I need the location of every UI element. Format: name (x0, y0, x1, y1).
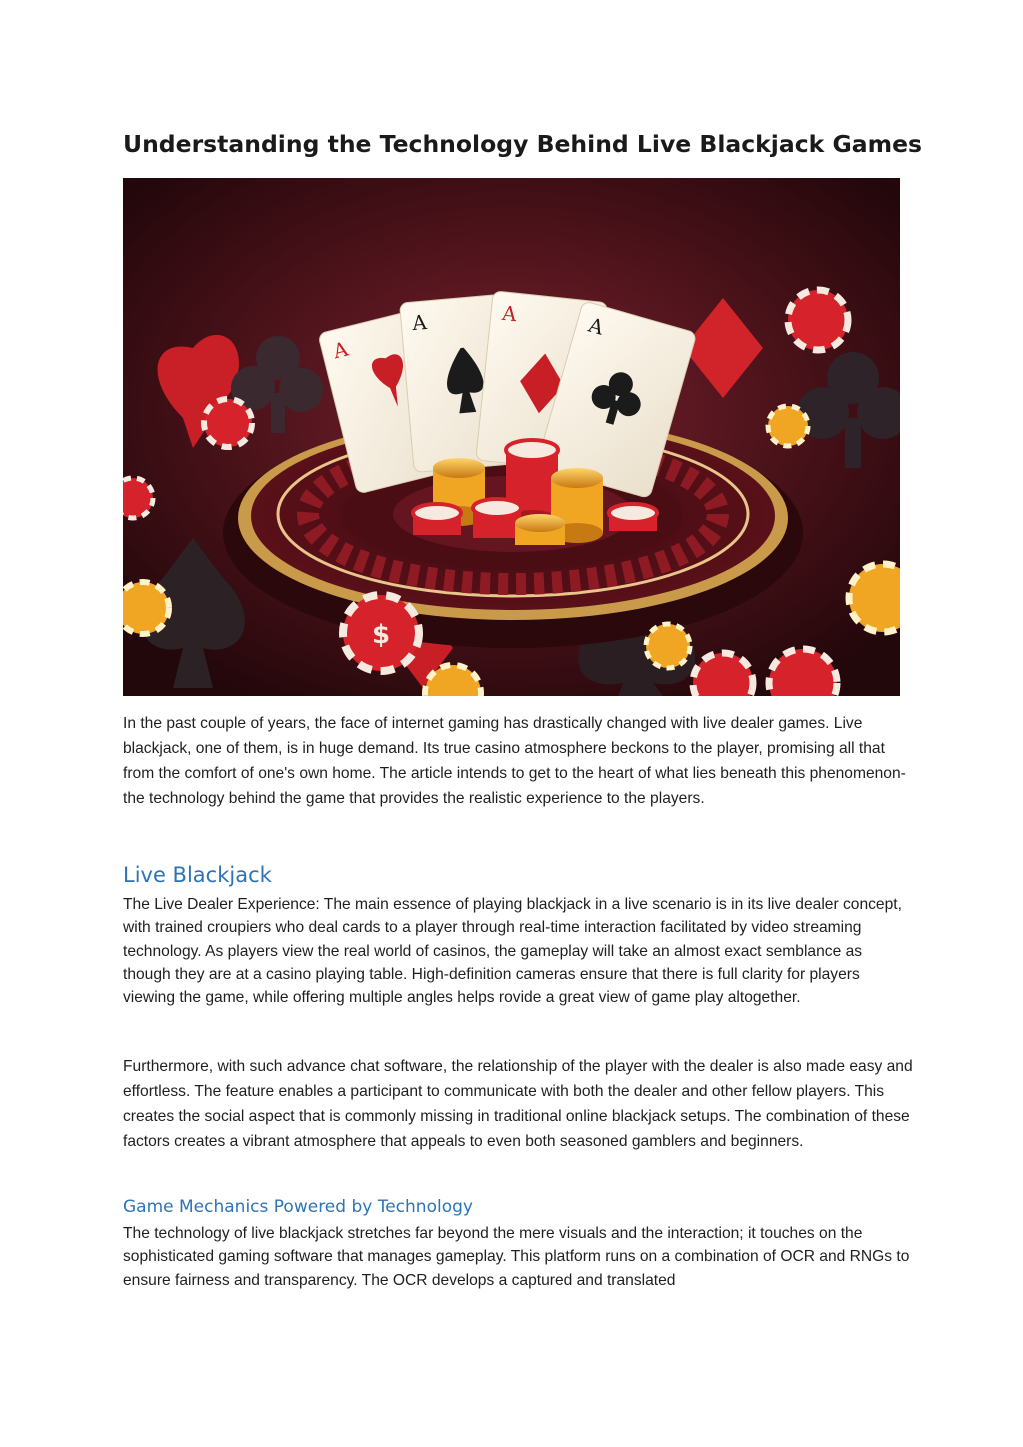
game-mechanics-paragraph: The technology of live blackjack stretches far beyond the mere visuals and the interaction; it touches on the sophisticated gaming software that manages gameplay. This platform runs on a combination of OCR and RNGs to ensure fairness and transparency. The OCR develops a captured and translated (123, 1225, 910, 1289)
section-heading-game-mechanics: Game Mechanics Powered by Technology (123, 1197, 473, 1217)
svg-text:A: A (411, 309, 428, 336)
svg-text:A: A (500, 300, 518, 327)
chat-software-paragraph: Furthermore, with such advance chat software, the relationship of the player with the dealer is also made easy and effortless. The feature enables a participant to communicate with both the dealer and other fellow players. This creates the social aspect that is commonly missing in traditional online blackjack setups. The combination of these factors creates a vibrant atmosphere that appeals to even both seasoned gamblers and beginners. (123, 1058, 913, 1150)
svg-text:$: $ (371, 620, 391, 650)
article-title: Understanding the Technology Behind Live Blackjack Games (123, 130, 922, 158)
svg-text:A: A (585, 312, 607, 340)
casino-illustration (123, 178, 900, 696)
svg-text:A: A (330, 336, 351, 364)
intro-paragraph: In the past couple of years, the face of internet gaming has drastically changed with live dealer games. Live blackjack, one of them, is in huge demand. Its true casino atmosphere beckons to the player, promising all that from the comfort of one's own home. The article intends to get to the heart of what lies beneath this phenomenon-the technology behind the game that provides the realistic experience to the players. (123, 715, 906, 807)
hero-image (123, 178, 900, 696)
live-dealer-paragraph: The Live Dealer Experience: The main essence of playing blackjack in a live scenario is in its live dealer concept, with trained croupiers who deal cards to a player through real-time interaction facilitated by video streaming technology. As players view the real world of casinos, the gameplay will take an almost exact semblance as though they are at a casino playing table. High-definition cameras ensure that there is full clarity for players viewing the game, while offering multiple angles helps rovide a great view of game play altogether. (123, 896, 902, 1007)
section-heading-live-blackjack: Live Blackjack (123, 863, 272, 887)
